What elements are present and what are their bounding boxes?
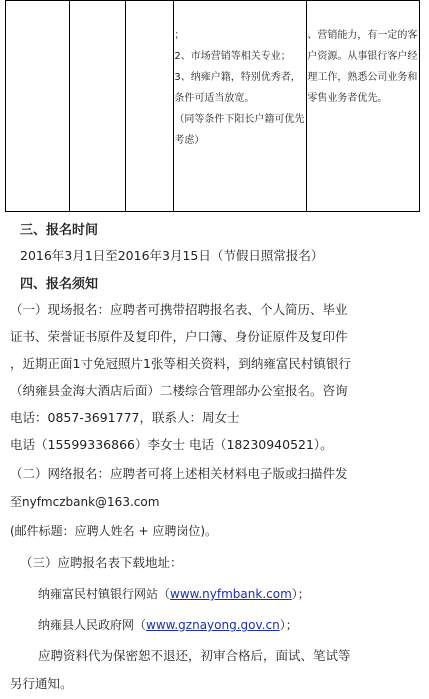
site-label: 纳雍富民村镇银行网站（ [38,587,171,601]
onsite-line: 证书、荣誉证书原件及复印件，户口簿、身份证原件及复印件 [10,329,348,344]
bank-website-link[interactable]: www.nyfmbank.com [170,587,292,601]
email-subject-note: (邮件标题：应聘人姓名 + 应聘岗位)。 [10,524,218,538]
job-requirements-table [5,0,420,212]
table-cell-empty [6,1,70,212]
requirements-cell [174,1,307,212]
abilities-text: 、营销能力，有一定的客户资源。从事银行客户经理工作，熟悉公司业务和零售业务者优先。 [307,30,418,104]
table-cell-empty [69,1,125,212]
requirement-line: ； [174,30,185,41]
requirement-line: 2、市场营销等相关专业； [174,51,291,62]
section-heading-notice: 四、报名须知 [20,277,99,292]
onsite-line: 电话（15599336866）李女士 电话（18230940521）。 [10,437,333,452]
closing-line: 应聘资料代为保密恕不退还，初审合格后，面试、笔试等 [38,648,351,663]
email-address[interactable]: 至nyfmczbank@163.com [10,495,160,509]
abilities-cell [307,1,420,212]
site-end: ）； [279,618,298,632]
table-cell-empty [125,1,174,212]
requirement-note: （同等条件下阳长户籍可优先考虑） [174,114,305,146]
registration-period: 2016年3月1日至2016年3月15日（节假日照常报名） [20,248,324,263]
government-website-link[interactable]: www.gznayong.gov.cn [146,618,280,632]
download-site-2 [38,616,298,633]
download-site-1 [38,585,310,602]
section-heading-time: 三、报名时间 [20,223,99,238]
onsite-line: （一）现场报名：应聘者可携带招聘报名表、个人简历、毕业 [10,302,348,317]
onsite-line: ，近期正面1寸免冠照片1张等相关资料，到纳雍富民村镇银行 [10,356,351,371]
site-label: 纳雍县人民政府网（ [38,618,147,632]
download-heading: （三）应聘报名表下载地址： [20,555,183,570]
table-row [6,1,420,212]
online-line: （二）网络报名：应聘者可将上述相关材料电子版或扫描件发 [10,466,348,481]
requirement-line: 3、纳雍户籍，特别优秀者，条件可适当放宽。 [174,72,301,104]
site-end: ）； [291,587,310,601]
closing-line: 另行通知。 [10,676,73,691]
onsite-line: 电话：0857-3691777，联系人：周女士 [10,410,240,425]
onsite-line: （纳雍县金海大酒店后面）二楼综合管理部办公室报名。咨询 [10,383,348,398]
